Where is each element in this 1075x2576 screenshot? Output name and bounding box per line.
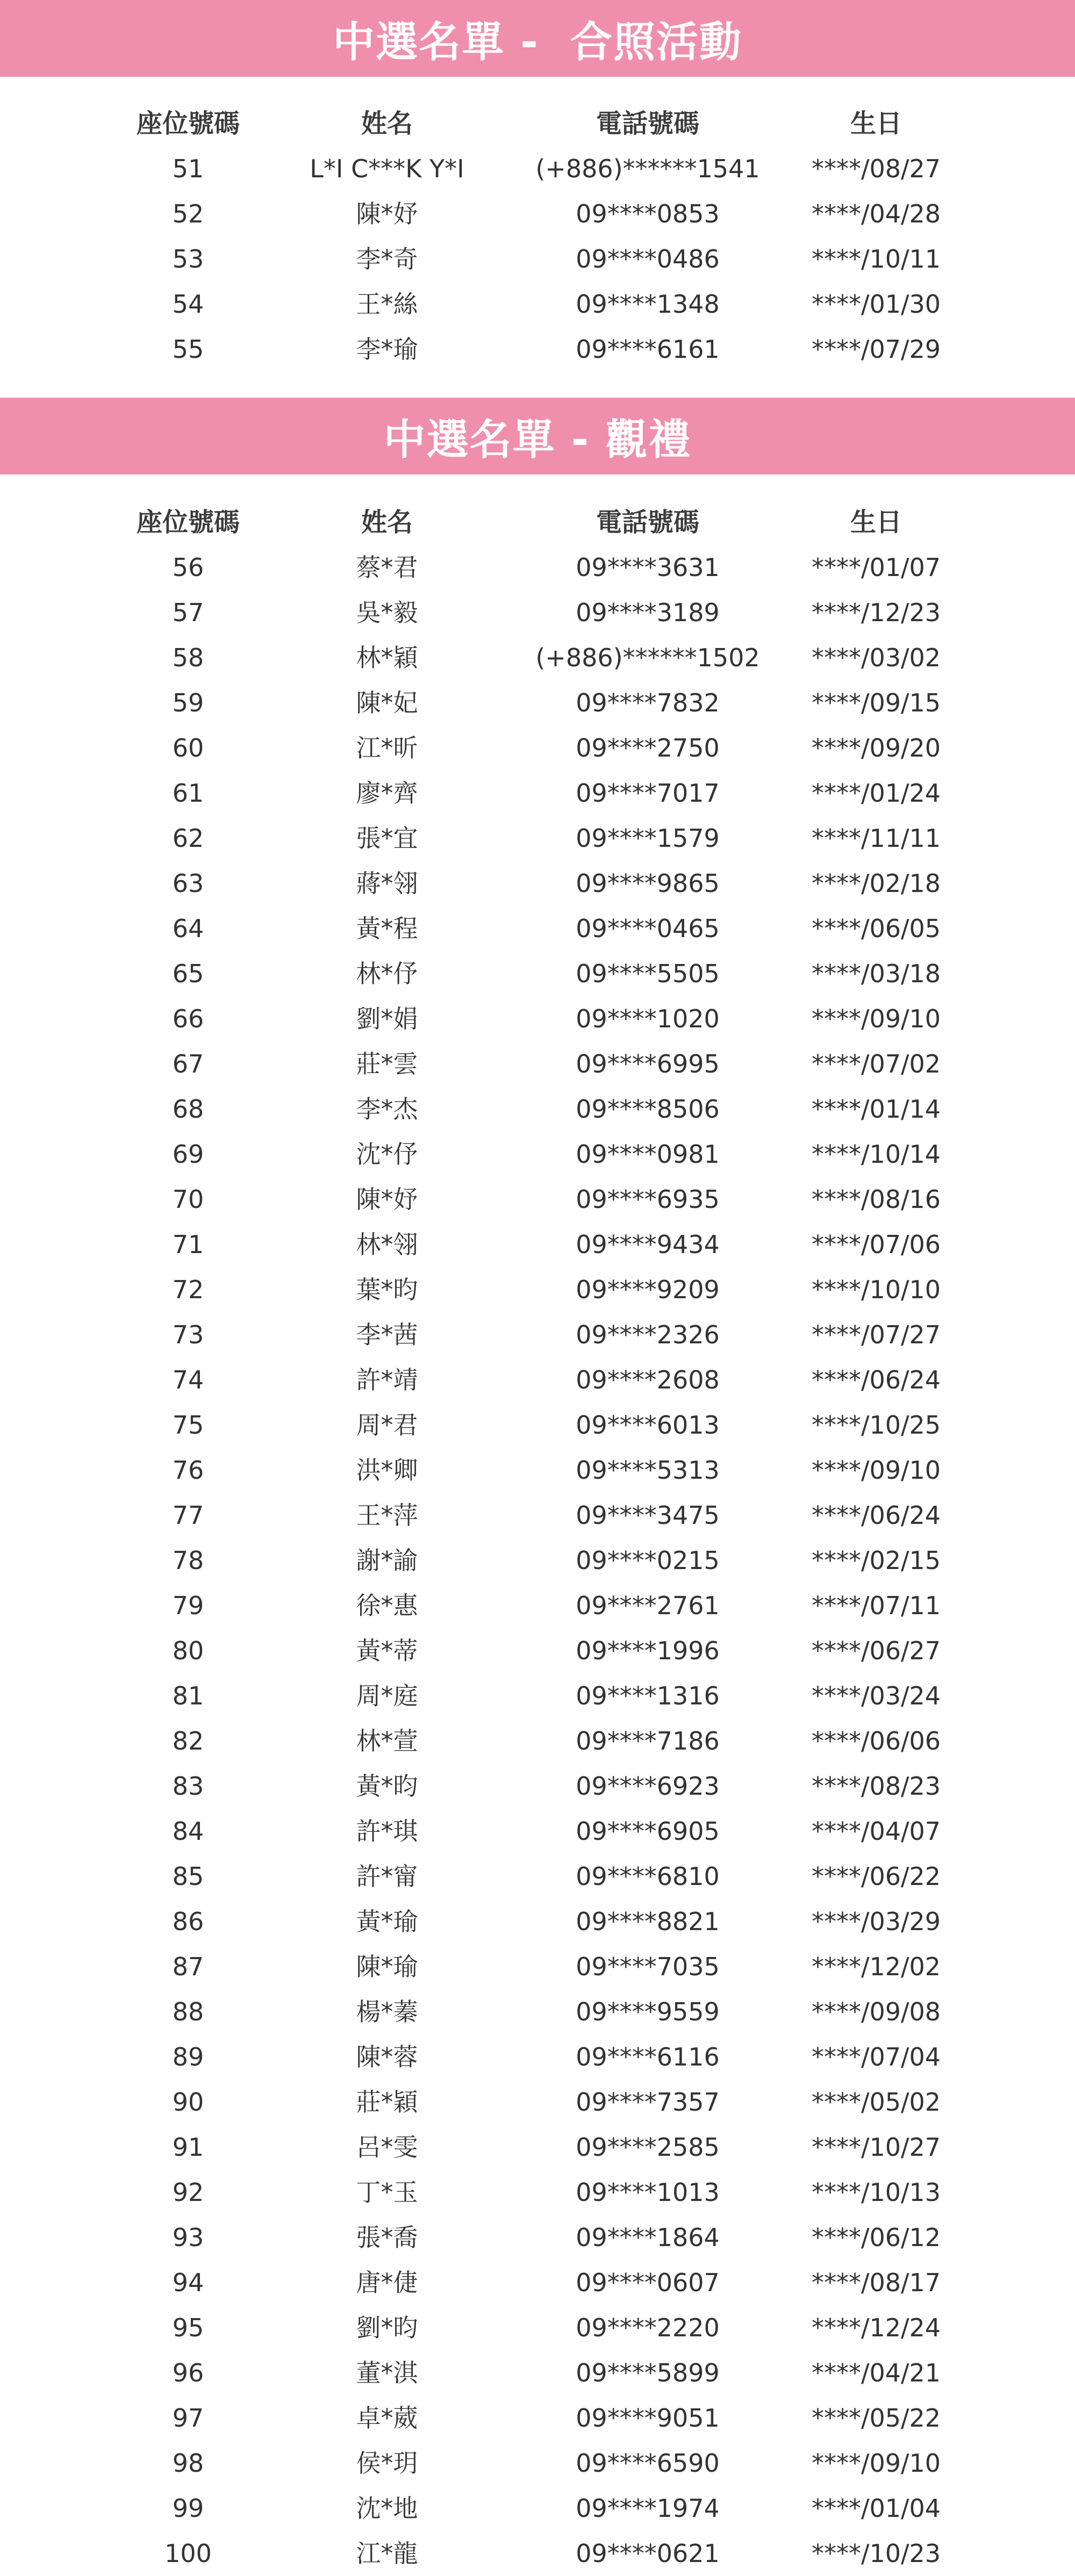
phone-number: 09****6935: [576, 1185, 720, 1214]
winner-name: L*I C***K Y*I: [310, 154, 464, 183]
seat-number: 69: [172, 1140, 204, 1169]
birthday: ****/09/20: [811, 733, 941, 762]
winner-name: 林*萱: [356, 1726, 418, 1755]
table-row: [0, 1267, 1075, 1312]
phone-number: 09****0465: [576, 914, 720, 943]
seat-number: 63: [172, 869, 204, 898]
winner-name: 李*瑜: [356, 335, 418, 364]
table-row: [0, 545, 1075, 590]
phone-number: 09****1348: [576, 290, 720, 319]
section-title-ceremony: 中選名單 - 觀禮: [0, 398, 1075, 474]
birthday: ****/07/27: [811, 1320, 941, 1349]
seat-number: 62: [172, 824, 204, 853]
winner-name: 陳*瑜: [356, 1952, 418, 1981]
winner-name: 侯*玥: [356, 2449, 418, 2478]
phone-number: 09****6905: [576, 1817, 720, 1846]
seat-number: 61: [172, 779, 204, 808]
birthday: ****/12/24: [811, 2313, 941, 2342]
birthday: ****/01/04: [811, 2494, 941, 2523]
phone-number: 09****1013: [576, 2178, 720, 2207]
phone-number: 09****7186: [576, 1726, 720, 1755]
phone-number: 09****9209: [576, 1275, 720, 1304]
birthday: ****/06/24: [811, 1501, 941, 1530]
birthday: ****/08/16: [811, 1185, 941, 1214]
seat-number: 90: [172, 2088, 204, 2117]
seat-number: 80: [172, 1636, 204, 1665]
seat-number: 78: [172, 1546, 204, 1575]
phone-number: 09****3189: [576, 598, 720, 627]
birthday: ****/12/02: [811, 1952, 941, 1981]
table-row: [0, 2441, 1075, 2486]
seat-number: 97: [172, 2404, 204, 2433]
seat-number: 77: [172, 1501, 204, 1530]
winners-table-group-photo: [0, 101, 1075, 372]
winner-name: 林*穎: [356, 643, 418, 672]
seat-number: 70: [172, 1185, 204, 1214]
phone-number: 09****5505: [576, 959, 720, 988]
birthday: ****/09/10: [811, 1004, 941, 1033]
table-row: [0, 1222, 1075, 1267]
birthday: ****/03/02: [811, 643, 941, 672]
birthday: ****/07/04: [811, 2042, 941, 2071]
header-phone: 電話號碼: [596, 507, 699, 537]
winner-name: 莊*雲: [356, 1049, 418, 1078]
table-row: [0, 236, 1075, 282]
table-row: [0, 1493, 1075, 1538]
phone-number: 09****3475: [576, 1501, 720, 1530]
birthday: ****/04/07: [811, 1817, 941, 1846]
phone-number: 09****9559: [576, 1997, 720, 2026]
birthday: ****/07/06: [811, 1230, 941, 1259]
table-row: [0, 816, 1075, 861]
seat-number: 51: [172, 154, 204, 183]
phone-number: 09****8821: [576, 1907, 720, 1936]
table-row: [0, 1628, 1075, 1673]
phone-number: 09****2220: [576, 2313, 720, 2342]
table-row: [0, 590, 1075, 635]
birthday: ****/01/24: [811, 779, 941, 808]
winner-name: 周*君: [356, 1411, 418, 1440]
winner-name: 謝*諭: [356, 1546, 418, 1575]
phone-number: 09****0853: [576, 199, 720, 228]
phone-number: 09****5313: [576, 1456, 720, 1485]
header-phone: 電話號碼: [596, 109, 699, 139]
winner-name: 葉*昀: [356, 1275, 418, 1304]
birthday: ****/06/06: [811, 1726, 941, 1755]
birthday: ****/10/25: [811, 1411, 941, 1440]
winner-name: 黃*瑜: [356, 1907, 418, 1936]
seat-number: 89: [172, 2042, 204, 2071]
winner-name: 蔡*君: [356, 553, 418, 582]
seat-number: 93: [172, 2223, 204, 2252]
winner-name: 江*龍: [356, 2539, 418, 2568]
winner-name: 董*淇: [356, 2358, 418, 2387]
seat-number: 82: [172, 1726, 204, 1755]
birthday: ****/05/22: [811, 2404, 941, 2433]
seat-number: 95: [172, 2313, 204, 2342]
phone-number: 09****6923: [576, 1772, 720, 1801]
winner-name: 陳*蓉: [356, 2042, 418, 2071]
winner-name: 卓*葳: [356, 2404, 418, 2433]
header-seat: 座位號碼: [136, 109, 240, 139]
phone-number: 09****1864: [576, 2223, 720, 2252]
seat-number: 66: [172, 1004, 204, 1033]
table-row: [0, 906, 1075, 951]
header-birthday: 生日: [850, 109, 902, 139]
phone-number: 09****7035: [576, 1952, 720, 1981]
winner-name: 洪*卿: [356, 1456, 418, 1485]
birthday: ****/02/15: [811, 1546, 941, 1575]
phone-number: 09****0621: [576, 2539, 720, 2568]
table-row: [0, 1764, 1075, 1809]
winner-name: 蔣*翎: [356, 869, 418, 898]
table-row: [0, 2350, 1075, 2395]
table-row: [0, 1177, 1075, 1222]
phone-number: 09****3631: [576, 553, 720, 582]
phone-number: 09****0607: [576, 2268, 720, 2297]
section-title-group-photo: 中選名單 - 合照活動: [0, 0, 1075, 77]
phone-number: 09****2608: [576, 1365, 720, 1394]
birthday: ****/04/28: [811, 199, 941, 228]
table-row: [0, 861, 1075, 906]
phone-number: 09****7832: [576, 688, 720, 717]
birthday: ****/09/10: [811, 1456, 941, 1485]
table-row: [0, 1854, 1075, 1899]
phone-number: 09****6810: [576, 1862, 720, 1891]
phone-number: 09****6013: [576, 1411, 720, 1440]
birthday: ****/09/08: [811, 1997, 941, 2026]
birthday: ****/08/23: [811, 1772, 941, 1801]
phone-number: 09****1579: [576, 824, 720, 853]
winner-name: 林*伃: [356, 959, 418, 988]
winner-name: 吳*毅: [356, 598, 418, 627]
table-row: [0, 1538, 1075, 1583]
table-row: [0, 2395, 1075, 2441]
seat-number: 92: [172, 2178, 204, 2207]
table-row: [0, 1132, 1075, 1177]
phone-number: 09****1316: [576, 1681, 720, 1710]
phone-number: 09****0486: [576, 244, 720, 274]
seat-number: 88: [172, 1997, 204, 2026]
table-row: [0, 2531, 1075, 2576]
table-row: [0, 725, 1075, 771]
table-row: [0, 1312, 1075, 1357]
phone-number: 09****2761: [576, 1591, 720, 1620]
table-row: [0, 2486, 1075, 2531]
winner-name: 許*甯: [356, 1862, 418, 1891]
table-row: [0, 951, 1075, 996]
seat-number: 54: [172, 290, 204, 319]
table-row: [0, 2125, 1075, 2170]
table-row: [0, 1086, 1075, 1132]
winner-name: 周*庭: [356, 1681, 418, 1710]
birthday: ****/05/02: [811, 2088, 941, 2117]
table-header-row: [0, 500, 1075, 545]
phone-number: 09****1020: [576, 1004, 720, 1033]
table-row: [0, 2079, 1075, 2125]
table-row: [0, 635, 1075, 680]
birthday: ****/07/29: [811, 335, 941, 364]
birthday: ****/06/22: [811, 1862, 941, 1891]
birthday: ****/03/24: [811, 1681, 941, 1710]
seat-number: 79: [172, 1591, 204, 1620]
birthday: ****/09/10: [811, 2449, 941, 2478]
birthday: ****/01/07: [811, 553, 941, 582]
birthday: ****/10/27: [811, 2133, 941, 2162]
birthday: ****/09/15: [811, 688, 941, 717]
table-row: [0, 1673, 1075, 1718]
seat-number: 75: [172, 1411, 204, 1440]
seat-number: 67: [172, 1049, 204, 1078]
seat-number: 76: [172, 1456, 204, 1485]
winner-name: 林*翎: [356, 1230, 418, 1259]
winner-name: 許*琪: [356, 1817, 418, 1846]
seat-number: 73: [172, 1320, 204, 1349]
winner-name: 劉*娟: [356, 1004, 418, 1033]
table-row: [0, 680, 1075, 725]
winner-name: 沈*伃: [356, 1140, 418, 1169]
winner-name: 丁*玉: [356, 2178, 418, 2207]
seat-number: 94: [172, 2268, 204, 2297]
birthday: ****/02/18: [811, 869, 941, 898]
table-row: [0, 2305, 1075, 2350]
table-row: [0, 996, 1075, 1041]
winner-name: 江*昕: [356, 733, 418, 762]
birthday: ****/08/17: [811, 2268, 941, 2297]
phone-number: (+886)******1502: [535, 643, 760, 672]
seat-number: 72: [172, 1275, 204, 1304]
birthday: ****/08/27: [811, 154, 941, 183]
table-row: [0, 2170, 1075, 2215]
birthday: ****/07/02: [811, 1049, 941, 1078]
phone-number: 09****9434: [576, 1230, 720, 1259]
birthday: ****/12/23: [811, 598, 941, 627]
winner-name: 劉*昀: [356, 2313, 418, 2342]
winner-name: 陳*妤: [356, 1185, 418, 1214]
birthday: ****/10/23: [811, 2539, 941, 2568]
phone-number: 09****9051: [576, 2404, 720, 2433]
seat-number: 53: [172, 244, 204, 274]
table-row: [0, 2260, 1075, 2305]
header-name: 姓名: [361, 109, 413, 139]
table-row: [0, 1402, 1075, 1448]
birthday: ****/06/12: [811, 2223, 941, 2252]
winner-name: 徐*惠: [356, 1591, 418, 1620]
birthday: ****/07/11: [811, 1591, 941, 1620]
winner-name: 楊*蓁: [356, 1997, 418, 2026]
seat-number: 55: [172, 335, 204, 364]
winner-name: 莊*穎: [356, 2088, 418, 2117]
phone-number: 09****6995: [576, 1049, 720, 1078]
seat-number: 87: [172, 1952, 204, 1981]
seat-number: 71: [172, 1230, 204, 1259]
seat-number: 68: [172, 1095, 204, 1124]
seat-number: 100: [164, 2539, 212, 2568]
seat-number: 99: [172, 2494, 204, 2523]
table-row: [0, 146, 1075, 191]
seat-number: 81: [172, 1681, 204, 1710]
seat-number: 56: [172, 553, 204, 582]
winner-name: 唐*倢: [356, 2268, 418, 2297]
seat-number: 74: [172, 1365, 204, 1394]
seat-number: 60: [172, 733, 204, 762]
phone-number: 09****9865: [576, 869, 720, 898]
seat-number: 57: [172, 598, 204, 627]
seat-number: 98: [172, 2449, 204, 2478]
birthday: ****/10/14: [811, 1140, 941, 1169]
phone-number: 09****8506: [576, 1095, 720, 1124]
seat-number: 52: [172, 199, 204, 228]
header-seat: 座位號碼: [136, 507, 240, 537]
table-row: [0, 2034, 1075, 2079]
winner-name: 李*茜: [356, 1320, 418, 1349]
birthday: ****/03/18: [811, 959, 941, 988]
birthday: ****/03/29: [811, 1907, 941, 1936]
birthday: ****/01/30: [811, 290, 941, 319]
table-row: [0, 191, 1075, 236]
phone-number: 09****6590: [576, 2449, 720, 2478]
winner-name: 黃*昀: [356, 1772, 418, 1801]
seat-number: 84: [172, 1817, 204, 1846]
winner-name: 黃*蒂: [356, 1636, 418, 1665]
header-name: 姓名: [361, 507, 413, 537]
table-row: [0, 1944, 1075, 1989]
winner-name: 廖*齊: [356, 779, 418, 808]
birthday: ****/06/05: [811, 914, 941, 943]
seat-number: 59: [172, 688, 204, 717]
table-row: [0, 1899, 1075, 1944]
table-row: [0, 1718, 1075, 1764]
table-row: [0, 1809, 1075, 1854]
seat-number: 65: [172, 959, 204, 988]
seat-number: 58: [172, 643, 204, 672]
phone-number: 09****0215: [576, 1546, 720, 1575]
phone-number: 09****0981: [576, 1140, 720, 1169]
phone-number: (+886)******1541: [535, 154, 760, 183]
seat-number: 64: [172, 914, 204, 943]
winner-name: 許*靖: [356, 1365, 418, 1394]
winner-name: 王*萍: [356, 1501, 418, 1530]
birthday: ****/11/11: [811, 824, 941, 853]
birthday: ****/04/21: [811, 2358, 941, 2387]
table-header-row: [0, 101, 1075, 146]
winner-name: 呂*雯: [356, 2133, 418, 2162]
winner-name: 李*杰: [356, 1095, 418, 1124]
phone-number: 09****1996: [576, 1636, 720, 1665]
seat-number: 96: [172, 2358, 204, 2387]
winner-name: 王*絲: [356, 290, 418, 319]
birthday: ****/01/14: [811, 1095, 941, 1124]
table-row: [0, 1357, 1075, 1402]
winner-name: 沈*地: [356, 2494, 418, 2523]
seat-number: 86: [172, 1907, 204, 1936]
table-row: [0, 1041, 1075, 1086]
winner-name: 張*宜: [356, 824, 418, 853]
seat-number: 91: [172, 2133, 204, 2162]
phone-number: 09****2326: [576, 1320, 720, 1349]
table-row: [0, 327, 1075, 372]
table-row: [0, 1583, 1075, 1628]
table-row: [0, 2215, 1075, 2260]
table-row: [0, 1989, 1075, 2034]
phone-number: 09****1974: [576, 2494, 720, 2523]
table-row: [0, 282, 1075, 327]
phone-number: 09****5899: [576, 2358, 720, 2387]
winner-name: 張*喬: [356, 2223, 418, 2252]
birthday: ****/10/13: [811, 2178, 941, 2207]
phone-number: 09****6116: [576, 2042, 720, 2071]
header-birthday: 生日: [850, 507, 902, 537]
table-row: [0, 771, 1075, 816]
birthday: ****/06/27: [811, 1636, 941, 1665]
seat-number: 83: [172, 1772, 204, 1801]
phone-number: 09****2750: [576, 733, 720, 762]
birthday: ****/10/10: [811, 1275, 941, 1304]
seat-number: 85: [172, 1862, 204, 1891]
birthday: ****/10/11: [811, 244, 941, 274]
table-row: [0, 1448, 1075, 1493]
phone-number: 09****7357: [576, 2088, 720, 2117]
winner-name: 陳*妤: [356, 199, 418, 228]
birthday: ****/06/24: [811, 1365, 941, 1394]
phone-number: 09****6161: [576, 335, 720, 364]
winners-table-ceremony: [0, 500, 1075, 2576]
winner-name: 黃*程: [356, 914, 418, 943]
phone-number: 09****2585: [576, 2133, 720, 2162]
winner-name: 李*奇: [356, 244, 418, 274]
phone-number: 09****7017: [576, 779, 720, 808]
winner-name: 陳*妃: [356, 688, 418, 717]
